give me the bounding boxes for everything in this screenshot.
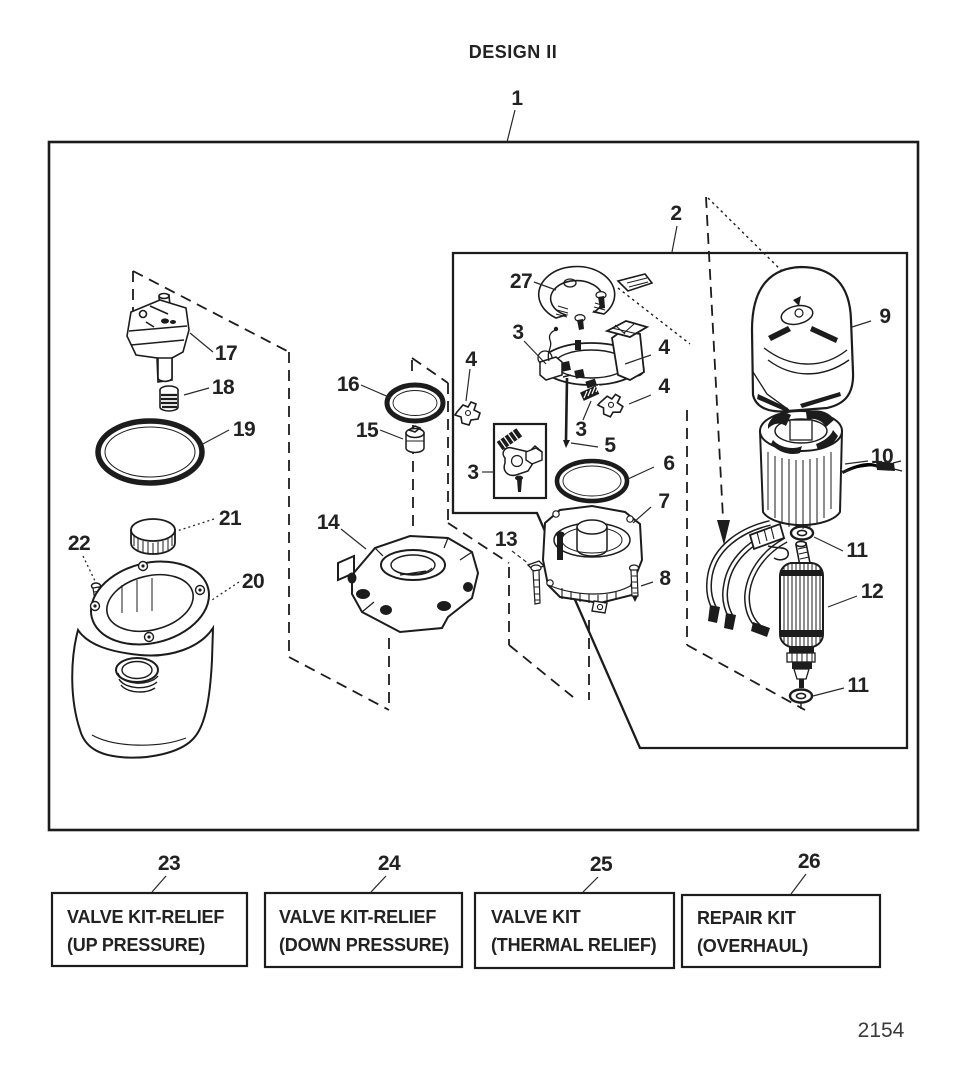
end-cap-assembly	[538, 321, 647, 448]
part-5-pin	[563, 375, 571, 448]
part-21-fill-cap	[131, 519, 175, 555]
callout-3b: 3	[575, 418, 587, 441]
callout-4a: 4	[465, 348, 477, 371]
part-17-pump-body	[127, 294, 189, 383]
kit-box-23	[52, 852, 247, 966]
callout-14: 14	[316, 511, 340, 534]
callout-4b: 4	[658, 336, 670, 359]
leader-15	[380, 430, 403, 439]
kit-box-23-line1: VALVE KIT-RELIEF	[67, 907, 225, 927]
callout-21: 21	[218, 507, 242, 530]
callout-12: 12	[860, 580, 884, 603]
callout-13: 13	[494, 528, 518, 551]
part-12-armature	[780, 541, 823, 688]
leader-18	[184, 388, 209, 395]
callout-27: 27	[509, 270, 533, 293]
leader-11a	[814, 537, 843, 551]
callout-3a: 3	[512, 321, 524, 344]
callout-11a: 11	[846, 539, 868, 562]
callout-4c: 4	[658, 375, 670, 398]
callout-22: 22	[67, 532, 91, 555]
leader-16	[361, 385, 391, 398]
leader-19	[199, 430, 229, 446]
part-9-motor-cover	[752, 267, 853, 412]
part-3-brush-kit-box	[494, 424, 546, 498]
kit-box-25-line2: (THERMAL RELIEF)	[491, 935, 657, 955]
leader-2	[672, 226, 677, 252]
leader-14	[341, 529, 366, 549]
callout-11b: 11	[847, 674, 869, 697]
leader-20	[212, 582, 239, 600]
kit-box-26-line2: (OVERHAUL)	[697, 936, 808, 956]
kit-box-24-line2: (DOWN PRESSURE)	[279, 935, 450, 955]
callout-6: 6	[663, 452, 675, 475]
kit-box-24-line1: VALVE KIT-RELIEF	[279, 907, 437, 927]
callout-9: 9	[879, 305, 891, 328]
callout-5: 5	[604, 434, 616, 457]
callout-10: 10	[870, 445, 894, 468]
part-16-o-ring	[387, 385, 443, 421]
callout-3c: 3	[467, 461, 479, 484]
callout-24: 24	[377, 852, 401, 875]
callout-17: 17	[214, 342, 238, 365]
callout-8: 8	[659, 567, 671, 590]
callout-16: 16	[336, 373, 360, 396]
kit-box-23-line2: (UP PRESSURE)	[67, 935, 206, 955]
part-14-manifold	[338, 536, 478, 632]
callout-7: 7	[658, 490, 670, 513]
callout-26: 26	[797, 850, 821, 873]
part-10-stator	[760, 410, 902, 529]
leader-17	[190, 333, 213, 352]
leader-21	[177, 519, 214, 531]
leader-12	[828, 596, 857, 607]
part-19-o-ring	[98, 421, 202, 483]
part-27-lead-bracket	[539, 267, 652, 330]
motor-lead-wires	[708, 523, 788, 637]
callout-20: 20	[241, 570, 265, 593]
kit-box-25-line1: VALVE KIT	[491, 907, 581, 927]
group-boundary-dashed-lines	[133, 197, 805, 710]
leader-1	[507, 110, 515, 142]
callout-19: 19	[232, 418, 256, 441]
leader-3b	[583, 401, 591, 420]
leader-6	[628, 467, 654, 479]
leader-11b	[813, 688, 844, 696]
part-4-valve-lower-right	[596, 392, 624, 418]
part-18-filter	[160, 386, 178, 411]
leader-5	[571, 443, 598, 447]
leader-13	[512, 551, 529, 564]
callout-2: 2	[670, 202, 682, 225]
leader-7	[633, 507, 651, 523]
leader-4a	[466, 369, 470, 401]
kit-box-25	[475, 853, 674, 968]
part-11-washer-upper	[791, 527, 813, 540]
leader-9	[852, 321, 871, 327]
leader-4c	[629, 395, 651, 404]
kit-box-26	[682, 850, 880, 967]
part-20-reservoir	[72, 550, 218, 758]
part-15-valve-seat	[406, 426, 424, 453]
part-7-adapter	[543, 506, 642, 613]
part-6-o-ring	[557, 461, 627, 501]
drawing-number: 2154	[857, 1019, 905, 1042]
leader-8	[641, 582, 653, 586]
callout-15: 15	[355, 419, 379, 442]
callout-1: 1	[511, 87, 523, 110]
leader-22	[83, 556, 95, 581]
callout-18: 18	[211, 376, 235, 399]
kit-box-24	[265, 852, 462, 967]
kit-box-26-line1: REPAIR KIT	[697, 908, 796, 928]
page-title: DESIGN II	[468, 42, 558, 62]
callout-23: 23	[157, 852, 181, 875]
callout-25: 25	[589, 853, 613, 876]
part-4-valve-left	[455, 402, 480, 425]
part-11-washer-lower	[790, 682, 812, 709]
part-13-screw	[528, 561, 544, 604]
